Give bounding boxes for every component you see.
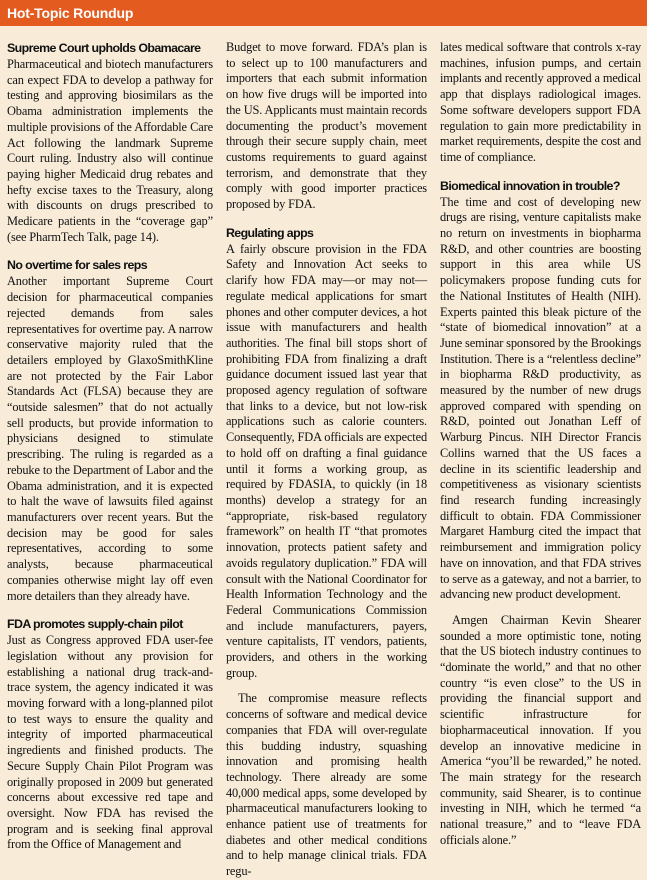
article-body-supply-chain-part1: Just as Congress approved FDA user-fee legislation without any provision for establishing a national drug track-and-trace system, the agency indicated it was moving forward with a long-planned pilot to test ways to ensure the quality and integrity of imported pharmaceutical ingredients and finished products. The Secure Supply Chain Pilot Program was originally proposed in 2009 but generated concerns about excessive red tape and oversight. Now FDA has revised the program and is seeking final approval from the Office of Management and bbox=[7, 633, 213, 852]
article-body-apps-p1: A fairly obscure provision in the FDA Safety and Innovation Act seeks to clarify how FDA may—or may not—regulate medical applications for smart phones and other computer devices, a hot issue with manufacturers and health authorities. The final bill stops short of prohibiting FDA from finalizing a draft guidance document issued last year that proposed agency regulation of software that links to a device, but not low-risk applications such as calorie counters. Consequently, FDA officials are expected to hold off on drafting a final guidance until it forms a working group, as required by FDASIA, to quickly (in 18 months) develop a strategy for an “appropriate, risk-based regulatory framework” on health IT “that promotes innovation, protects patient safety and avoids regulatory duplication.” FDA will consult with the National Coordinator for Health Information Technology and the Federal Communications Commission and include manufacturers, payers, venture capitalists, IT vendors, patients, providers, and others in the working group. bbox=[225, 241, 427, 680]
article-body-innovation-p1: The time and cost of developing new drugs are rising, venture capitalists make no return on investments in biopharma R&D, and other countries are boosting support in this area while US policymakers propose funding cuts for the National Institutes of Health (NIH). Experts painted this bleak picture of the “state of biomedical innovation” at a June seminar sponsored by the Brookings Institution. There is a “relentless decline” in biopharma R&D productivity, as measured by the number of new drugs approved compared with spending on R&D, pointed out Jonathan Leff of Warburg Pincus. NIH Director Francis Collins warned that the US faces a decline in its scientific leadership and competitiveness as visionary scientists find research funding increasingly difficult to obtain. FDA Commissioner Margaret Hamburg cited the impact that reimbursement and immigration policy have on innovation, and that FDA strives to serve as a gateway, and not a barrier, to advancing new product development. bbox=[439, 194, 642, 602]
article-body-apps-p2-part1: The compromise measure reflects concerns of software and medical device companies that FDA will over-regulate this budding industry, squashing innovation and promising health technology. There already are some 40,000 medical apps, some developed by pharmaceutical manufacturers looking to enhance patient use of treatments for diabetes and other medical conditions and to help manage clinical trials. FDA regu- bbox=[225, 691, 427, 879]
column-2 bbox=[226, 40, 427, 880]
article-heading-supply-chain: FDA promotes supply-chain pilot bbox=[7, 617, 183, 632]
article-heading-overtime: No overtime for sales reps bbox=[7, 258, 148, 273]
article-columns bbox=[7, 40, 641, 880]
section-header bbox=[0, 0, 647, 26]
article-body-obamacare: Pharmaceutical and biotech manufacturers can expect FDA to develop a pathway for testing and approving biosimilars as the Obama administration implements the multiple provisions of the Affordable Care Act following the landmark Supreme Court ruling. Industry also will continue paying higher Medicaid drug rebates and hefty excise taxes to the Treasury, along with discounts on drugs prescribed to Medicare patients in the “coverage gap” (see PharmTech Talk, page 14). bbox=[7, 57, 213, 244]
column-1 bbox=[7, 40, 213, 880]
article-body-apps-p2-part2: lates medical software that controls x-ray machines, infusion pumps, and certain implants and recently approved a medical app that displays radiological images. Some software developers support FDA regulation to gain more predictability in market requirements, despite the cost and time of compliance. bbox=[439, 40, 642, 164]
section-title: Hot-Topic Roundup bbox=[7, 5, 134, 21]
article-body-innovation-p2: Amgen Chairman Kevin Shearer sounded a more optimistic tone, noting that the US biotech industry continues to “dominate the world,” and that no other country “is even close” to the US in providing the financial support and scientific infrastructure for biopharmaceutical innovation. If you develop an innovative medicine in America “you’ll be rewarded,” he noted. The main strategy for the research community, said Shearer, is to continue investing in NIH, which he termed “a national treasure,” and to “leave FDA officials alone.” bbox=[439, 612, 642, 847]
column-3 bbox=[440, 40, 641, 880]
article-heading-innovation: Biomedical innovation in trouble? bbox=[439, 178, 620, 193]
article-heading-obamacare: Supreme Court upholds Obamacare bbox=[7, 41, 201, 55]
article-body-supply-chain-part2: Budget to move forward. FDA’s plan is to select up to 100 manufacturers and importers that each submit information on how five drugs will be imported into the US. Applicants must maintain records documenting the product’s movement through their secure supply chain, meet customs requirements to guard against terrorism, and demonstrate that they comply with good importer practices proposed by FDA. bbox=[225, 40, 427, 212]
article-heading-apps: Regulating apps bbox=[225, 225, 314, 240]
article-body-overtime: Another important Supreme Court decision for pharmaceutical companies rejected demands from sales representatives for overtime pay. A narrow conservative majority ruled that the detailers employed by GlaxoSmithKline are not protected by the Fair Labor Standards Act (FLSA) because they are “outside salesmen” that do not actually sell products, but provide information to physicians designed to stimulate prescribing. The ruling is regarded as a rebuke to the Department of Labor and the Obama administration, and it is expected to halt the wave of lawsuits filed against manufacturers over recent years. But the decision may be good for sales representatives, according to some analysts, because pharmaceutical companies otherwise might lay off even more detailers than they already have. bbox=[7, 274, 213, 603]
